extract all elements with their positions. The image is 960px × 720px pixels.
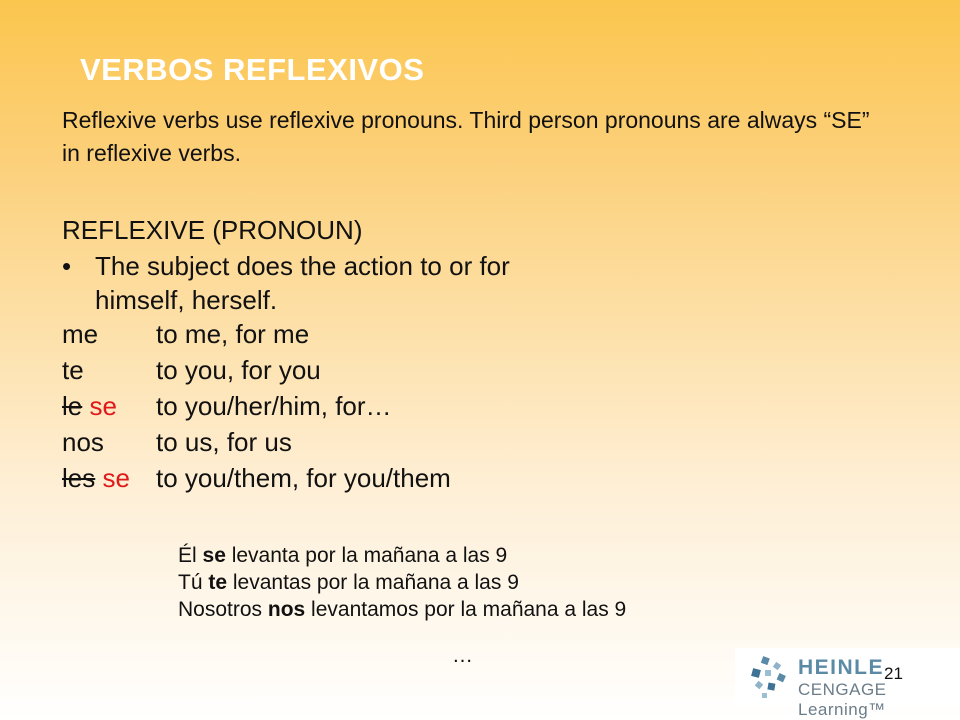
example-text: Tú [178,571,209,594]
publisher-logo-icon [748,655,794,701]
slide-title: VERBOS REFLEXIVOS [80,52,425,87]
struck-pronoun: le [62,391,83,421]
pronoun-row [62,316,451,352]
section-heading: REFLEXIVE (PRONOUN) [62,215,363,245]
pronoun: nos [62,427,104,457]
pronoun-highlight: se [102,463,130,493]
pronoun-meaning: to you/her/him, for… [156,391,392,421]
example-pronoun: nos [267,598,306,621]
example-sentence [178,569,626,596]
pronoun-row [62,352,451,388]
pronoun-meaning: to us, for us [156,427,292,457]
example-text: Él [178,544,203,567]
pronoun-highlight: se [89,391,117,421]
pronoun-row [62,424,451,460]
pronoun: me [62,319,99,349]
example-text: Nosotros [178,598,268,621]
example-pronoun: se [202,544,226,567]
example-pronoun: te [208,571,228,594]
pronoun-table [62,316,451,496]
pronoun-meaning: to you, for you [156,355,321,385]
bullet-point [62,249,532,317]
logo-heinle-text: HEINLE [798,656,885,679]
ellipsis: … [452,644,473,667]
pronoun: te [62,355,84,385]
pronoun-meaning: to you/them, for you/them [156,463,451,493]
struck-pronoun: les [62,463,96,493]
example-text: levantas por la mañana a las 9 [227,571,519,594]
logo-cengage-text: CENGAGE Learning™ [798,680,887,719]
slide-number: 21 [884,664,903,683]
bullet-text: The subject does the action to or for himself, herself. [95,251,510,315]
pronoun-meaning: to me, for me [156,319,310,349]
example-sentence [178,596,626,623]
pronoun-cell [62,352,156,388]
bullet-icon: • [62,251,72,281]
example-sentences [178,542,626,623]
example-sentence [178,542,626,569]
example-text: levanta por la mañana a las 9 [225,544,508,567]
pronoun-row [62,388,451,424]
pronoun-cell [62,316,156,352]
pronoun-cell [62,460,156,496]
pronoun-cell [62,388,156,424]
pronoun-cell [62,424,156,460]
example-text: levantamos por la mañana a las 9 [305,598,627,621]
pronoun-row [62,460,451,496]
intro-text: Reflexive verbs use reflexive pronouns. Third person pronouns are always “SE” in reflexive verbs. [62,107,870,166]
